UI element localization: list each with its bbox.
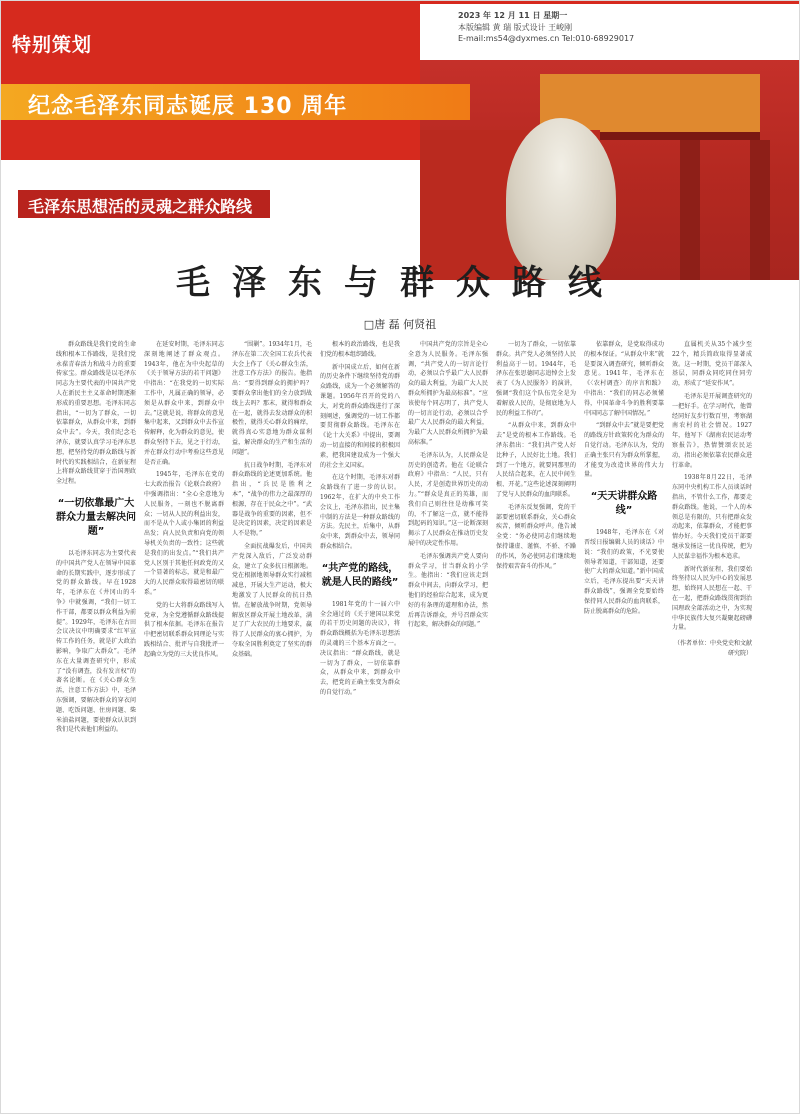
column-2: [144, 340, 224, 1110]
paragraph: “到群众中去”就是要把党的路线方针政策转化为群众的自觉行动。毛泽东认为，党的正确主张只有为群众所掌握，才能变为改造世界的伟大力量。: [584, 422, 664, 479]
paragraph: 抗日战争时期，毛泽东对群众路线的论述更加系统。他指出，“兵民是胜利之本”，“战争的伟力之最深厚的根源，存在于民众之中”。“武器是战争的重要的因素，但不是决定的因素，决定的因素是人不是物。”: [232, 461, 312, 538]
column-5: [408, 340, 488, 1110]
editor-credits: 本版编辑 黄 瑞 版式设计 王峻刚: [458, 23, 573, 32]
topic-banner: [18, 190, 270, 218]
paragraph: 在这个时期，毛泽东对群众路线有了进一步的认识。1962年，在扩大的中央工作会议上，毛泽东指出，民主集中制的方法是一种群众路线的方法。先民主，后集中，从群众中来，到群众中去，领导同群众相结合。: [320, 474, 400, 550]
section-label: 特别策划: [12, 34, 93, 56]
article-title: 毛泽东与群众路线: [176, 263, 624, 303]
contact-info: E-mail:ms54@dyxmes.cn Tel:010-68929017: [458, 34, 635, 43]
paragraph: 一切为了群众，一切依靠群众。共产党人必须坚持人民利益高于一切。1944年，毛泽东在张思德同志追悼会上发表了《为人民服务》的演讲，强调“我们这个队伍完全是为着解放人民的，是彻底地为人民的利益工作的”。: [496, 341, 576, 417]
paragraph: 1981年党的十一届六中全会通过的《关于建国以来党的若干历史问题的决议》，将群众路线概括为毛泽东思想活的灵魂的三个基本方面之一。决议指出：“群众路线，就是一切为了群众，一切依靠群众，从群众中来，到群众中去，把党的正确主张变为群众的自觉行动。”: [320, 600, 400, 696]
column-7: [584, 340, 664, 1110]
issue-date: 2023 年 12 月 11 日 星期一: [458, 11, 568, 20]
section-subheading: “一切依靠最广大群众力量去解决问题”: [56, 497, 136, 537]
paragraph: 毛泽东强调共产党人要向群众学习，甘当群众的小学生。他指出：“我们应该走到群众中间去，向群众学习，把他们的经验综合起来，成为更好的有条理的道理和办法，然后再告诉群众，并号召群众实行起来，解决群众的问题。”: [408, 552, 488, 629]
paragraph: 1948年，毛泽东在《对晋绥日报编辑人员的谈话》中说：“我们的政策，不光要使领导者知道，干部知道，还要使广大的群众知道。”新中国成立后，毛泽东提出要“天天讲群众路线”，强调全党要始终保持同人民群众的血肉联系，防止脱离群众的危险。: [584, 529, 664, 615]
author-affiliation: （作者单位：中央党史和文献研究院）: [673, 640, 752, 657]
topic-title: 毛泽东思想活的灵魂之群众路线: [28, 197, 253, 216]
commemoration-banner: [0, 84, 470, 120]
paragraph: 党的七大将群众路线写入党章，为全党遵循群众路线提供了根本依据。毛泽东在报告中把密切联系群众同理论与实践相结合、批评与自我批评一起确立为党的三大优良作风。: [144, 601, 224, 658]
paragraph: 群众路线是我们党的生命线和根本工作路线，是我们党永葆青春活力和战斗力的重要传家宝。群众路线是以毛泽东同志为主要代表的中国共产党人在新民主主义革命时期逐渐形成的重要思想。毛泽东同志指出，“一切为了群众，一切依靠群众，从群众中来，到群众中去”。今天，我们纪念毛泽东，就要认真学习毛泽东思想，把坚持党的群众路线与新时代的实践相结合，在新征程上将群众路线贯穿于治国理政全过程。: [56, 341, 136, 486]
column-8: [672, 340, 752, 1110]
paragraph: 在延安时期，毛泽东同志深刻地阐述了群众观点。1943年，他在为中央起草的《关于领导方法的若干问题》中指出：“在我党的一切实际工作中，凡属正确的领导，必须是从群众中来，到群众中去。”这就是说，将群众的意见集中起来，又到群众中去作宣传解释，化为群众的意见，使群众坚持下去，见之于行动，并在群众行动中考验这些意见是否正确。: [144, 341, 224, 466]
paragraph: 毛泽东认为，人民群众是历史的创造者。他在《论联合政府》中指出：“人民，只有人民，才是创造世界历史的动力。”“群众是真正的英雄，而我们自己则往往是幼稚可笑的，不了解这一点，就不能得到起码的知识。”这一论断深刻揭示了人民群众在推动历史发展中的决定性作用。: [408, 451, 488, 547]
column-4: [320, 340, 400, 1110]
column-1: [56, 340, 136, 1110]
paragraph: 新中国成立后，如何在新的历史条件下继续坚持党的群众路线，成为一个必须解答的课题。1956年召开的党的八大，对党的群众路线进行了深刻阐述，强调党的一切工作都要贯彻群众路线。毛泽东在《论十大关系》中提出，要调动一切直接的和间接的积极因素，把我国建设成为一个强大的社会主义国家。: [320, 363, 400, 469]
paragraph: 毛泽东反复强调，党的干部要密切联系群众，关心群众疾苦，倾听群众呼声。他告诫全党：“务必使同志们继续地保持谦虚、谨慎、不骄、不躁的作风，务必使同志们继续地保持艰苦奋斗的作风。”: [496, 503, 576, 570]
section-subheading: “天天讲群众路线”: [590, 491, 658, 517]
paragraph: 新时代新征程，我们要始终坚持以人民为中心的发展思想，始终同人民想在一起、干在一起，把群众路线贯彻到治国理政全部活动之中，为实现中华民族伟大复兴凝聚起磅礴力量。: [672, 565, 752, 632]
paragraph: 中国共产党的宗旨是全心全意为人民服务。毛泽东强调，“共产党人的一切言论行动，必须以合乎最广大人民群众的最大利益，为最广大人民群众所拥护为最高标准”。“应该使每个同志明了，共产党人的一切言论行动，必须以合乎最广大人民群众的最大利益，为最广大人民群众所拥护为最高标准。”: [408, 341, 488, 446]
paragraph: 直属机关从35个减少至22个，精兵简政取得显著成效。这一时期，党员干部深入基层，同群众同吃同住同劳动，形成了“延安作风”。: [672, 341, 752, 388]
page-number: 05: [646, 30, 685, 63]
hero-image: [420, 60, 800, 280]
paragraph: 1938年8月22日，毛泽东同中央机构工作人员谈话时指出，不管什么工作，都要走群众路线。他说，一个人的本领总是有限的，只有把群众发动起来，依靠群众，才能把事情办好。今天我们党员干部要继承发扬这一优良传统，把为人民谋幸福作为根本追求。: [672, 474, 752, 560]
paragraph: 依靠群众，是党取得成功的根本保证。“从群众中来”就是要深入调查研究，倾听群众意见。1941年，毛泽东在《〈农村调查〉的序言和跋》中指出：“我们的同志必须懂得，中国革命斗争的胜利要靠中国同志了解中国情况。”: [584, 341, 664, 417]
banner-title: 纪念毛泽东同志诞辰 130 周年: [28, 94, 348, 119]
column-6: [496, 340, 576, 1110]
paragraph: “围剿”。1934年1月，毛泽东在第二次全国工农兵代表大会上作了《关心群众生活，注意工作方法》的报告。他指出：“要得到群众的拥护吗？要群众拿出他们的全力放到战线上去吗？那末，就得和群众在一起，就得去发动群众的积极性，就得关心群众的痛痒，就得真心实意地为群众谋利益，解决群众的生产和生活的问题”。: [232, 341, 312, 456]
section-subheading: “共产党的路线，就是人民的路线”: [321, 562, 399, 588]
paragraph: 毛泽东是开展调查研究的一把好手。在学习时代，他曾经同好友步行数百里，考察湖南农村的社会情况。1927年，他写下《湖南农民运动考察报告》，热情赞颂农民运动，指出必须依靠农民群众进行革命。: [672, 392, 752, 469]
paragraph: 1945年，毛泽东在党的七大政治报告《论联合政府》中强调指出：“全心全意地为人民服务，一刻也不脱离群众；一切从人民的利益出发，而不是从个人或小集团的利益出发；向人民负责和向党的领导机关负责的一致性；这些就是我们的出发点。”“我们共产党人区别于其他任何政党的又一个显著的标志，就是和最广大的人民群众取得最密切的联系。”: [144, 471, 224, 596]
paragraph: 根本的政治路线，也是我们党的根本组织路线。: [320, 341, 400, 358]
column-3: [232, 340, 312, 1110]
newspaper-logo: 學習時報: [690, 35, 779, 60]
paragraph: 以毛泽东同志为主要代表的中国共产党人在领导中国革命的长期实践中，逐步形成了党的群众路线。早在1928年，毛泽东在《井冈山的斗争》中就强调，“我们一切工作干部，都要以群众利益为前提”。1929年，毛泽东在古田会议决议中明确要求“红军宣传工作的任务，就是扩大政治影响，争取广大群众”。毛泽东在大量调查研究中，形成了“没有调查，没有发言权”的著名论断。在《关心群众生活，注意工作方法》中，毛泽东强调，要解决群众的穿衣问题、吃饭问题、住房问题、柴米油盐问题，要使群众认识到我们是代表他们利益的。: [56, 549, 136, 734]
paragraph: “从群众中来，到群众中去”是党的根本工作路线。毛泽东指出：“我们共产党人好比种子，人民好比土地。我们到了一个地方，就要同那里的人民结合起来，在人民中间生根、开花。”这些论述深刻阐明了党与人民群众的血肉联系。: [496, 422, 576, 498]
paragraph: 全面抗战爆发后，中国共产党深入敌后，广泛发动群众，建立了众多抗日根据地。党在根据地领导群众实行减租减息，开展大生产运动，极大地激发了人民群众的抗日热情。在解放战争时期，党领导解放区群众开展土地改革，满足了广大农民的土地要求，赢得了人民群众的衷心拥护，为夺取全国胜利奠定了坚实的群众基础。: [232, 542, 312, 658]
article-body: [56, 340, 756, 1110]
article-authors: □唐 磊 何贤祖: [363, 318, 437, 331]
